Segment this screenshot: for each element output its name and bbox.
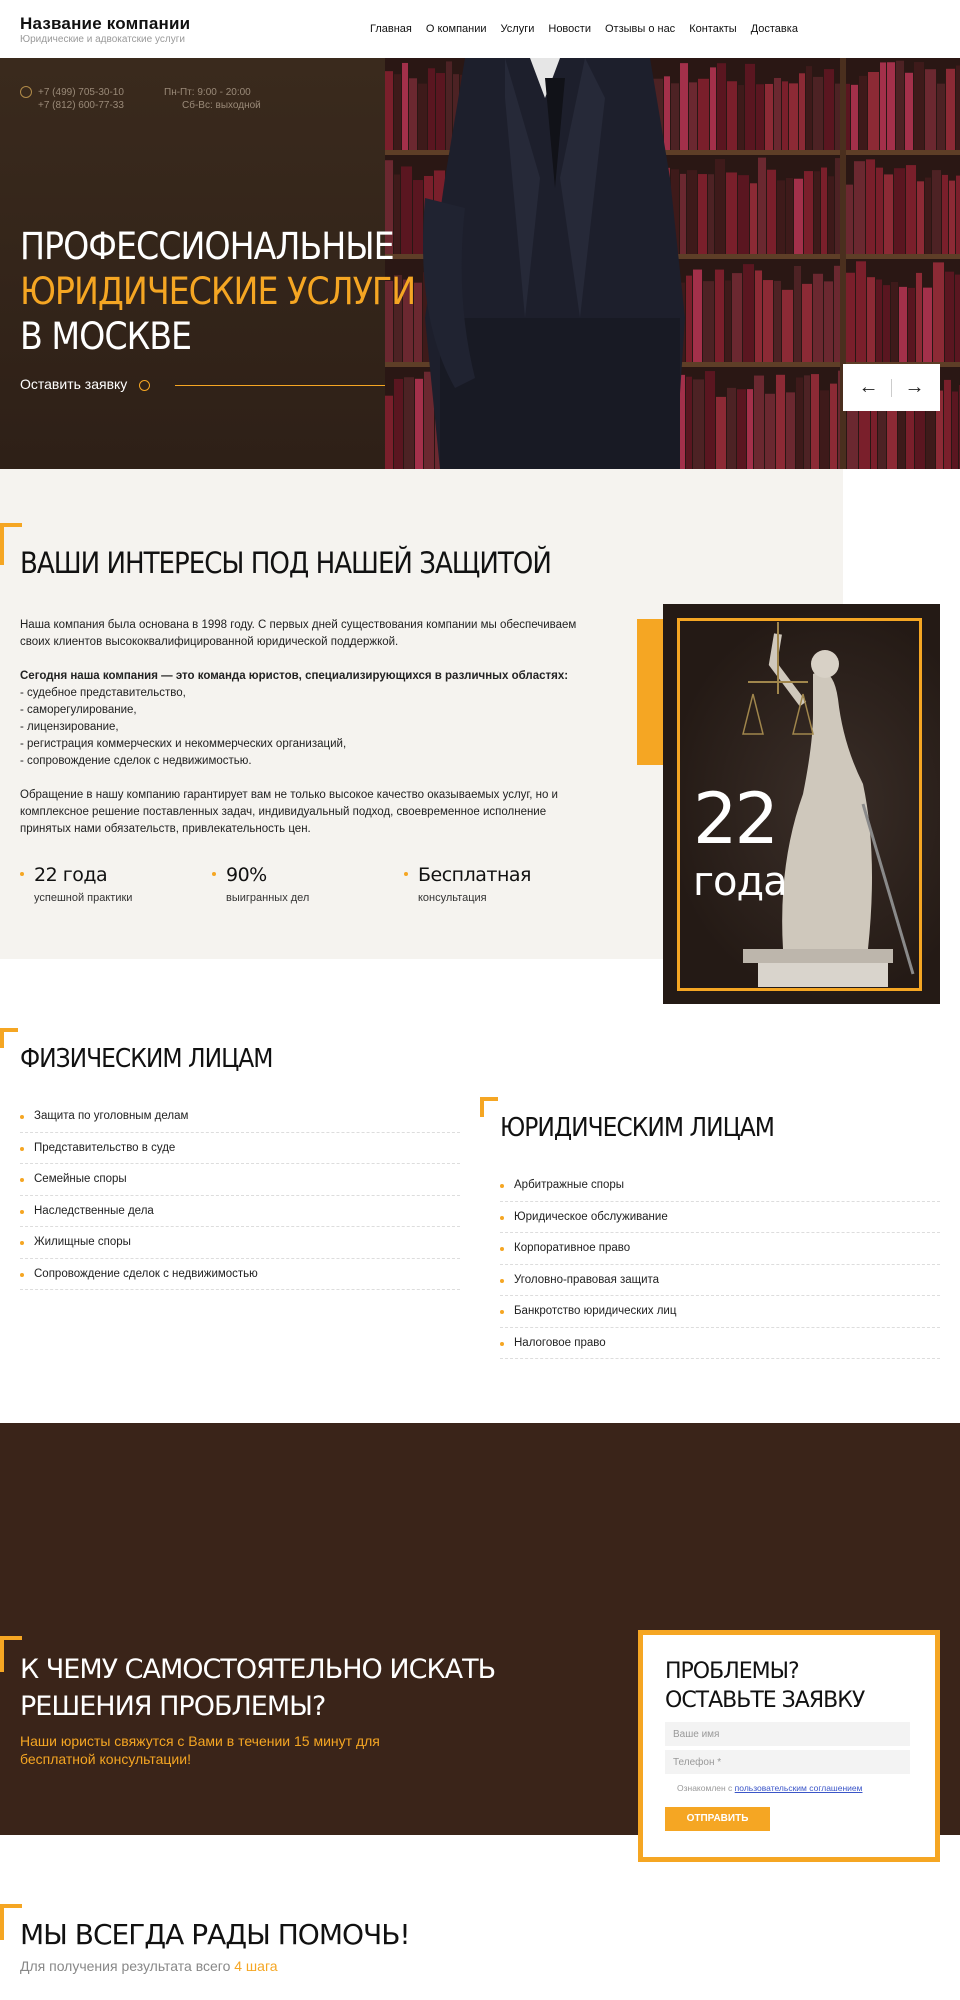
- bracket-decoration: [0, 1636, 22, 1672]
- list-item: - сопровождение сделок с недвижимостью.: [20, 755, 252, 767]
- nav-item-contacts[interactable]: Контакты: [689, 23, 737, 35]
- about-title: ВАШИ ИНТЕРЕСЫ ПОД НАШЕЙ ЗАЩИТОЙ: [20, 546, 551, 580]
- slider-next-button[interactable]: →: [904, 376, 925, 398]
- nav-item-reviews[interactable]: Отзывы о нас: [604, 23, 676, 35]
- about-paragraph-2-bold: Сегодня наша компания — это команда юристов, специализирующихся в различных областях:: [20, 670, 569, 682]
- list-item[interactable]: Уголовно-правовая защита: [500, 1265, 940, 1297]
- cta-title-line2: РЕШЕНИЯ ПРОБЛЕМЫ?: [20, 1691, 326, 1722]
- phone-icon: [20, 86, 32, 98]
- bracket-decoration: [0, 523, 22, 565]
- hero-working-hours: [164, 86, 261, 112]
- list-item: - судебное представительство,: [20, 687, 186, 699]
- company-tagline: Юридические и адвокатские услуги: [20, 34, 185, 45]
- slider-controls: [843, 364, 940, 411]
- list-item: - регистрация коммерческих и некоммерческих организаций,: [20, 738, 347, 750]
- hours-weekend: Сб-Вс: выходной: [182, 100, 261, 111]
- about-paragraph-1: Наша компания была основана в 1998 году. С первых дней существования компании мы обеспечиваем своих клиентов высококвалифицированной юридической поддержкой.: [20, 619, 577, 648]
- list-item[interactable]: Семейные споры: [20, 1164, 460, 1196]
- nav-item-about[interactable]: О компании: [425, 23, 487, 35]
- list-item: - саморегулирование,: [20, 704, 137, 716]
- individuals-services-list: [20, 1101, 460, 1290]
- stat-label: успешной практики: [34, 892, 133, 904]
- phone-secondary[interactable]: +7 (812) 600-77-33: [38, 100, 124, 111]
- list-item[interactable]: Сопровождение сделок с недвижимостью: [20, 1259, 460, 1291]
- individuals-title: ФИЗИЧЕСКИМ ЛИЦАМ: [20, 1044, 273, 1074]
- list-item[interactable]: Юридическое обслуживание: [500, 1202, 940, 1234]
- themis-statue-image: [663, 604, 940, 1004]
- bullet-icon: [404, 872, 408, 876]
- hero-divider-line: [175, 385, 385, 386]
- submit-button[interactable]: ОТПРАВИТЬ: [665, 1807, 770, 1831]
- about-paragraph-3: Обращение в нашу компанию гарантирует вам не только высокое качество оказываемых услуг, но и комплексное решение поставленных задач, индивидуальный подход, своевременное исполнение принятых нами обязательств, привлекательность цен.: [20, 789, 558, 835]
- accent-block: [637, 619, 665, 765]
- about-text: [20, 617, 600, 855]
- stat-value: 90%: [226, 864, 267, 886]
- image-years-label: года: [693, 859, 787, 905]
- list-item[interactable]: Налоговое право: [500, 1328, 940, 1360]
- list-item[interactable]: Представительство в суде: [20, 1133, 460, 1165]
- help-subtitle-accent: 4 шага: [234, 1958, 278, 1974]
- request-link-label: Оставить заявку: [20, 376, 128, 392]
- hero-phones: [20, 86, 124, 112]
- list-item[interactable]: Банкротство юридических лиц: [500, 1296, 940, 1328]
- bullet-icon: [20, 872, 24, 876]
- form-title-line2: ОСТАВЬТЕ ЗАЯВКУ: [665, 1688, 865, 1713]
- nav-item-services[interactable]: Услуги: [500, 23, 535, 35]
- stat-value: 22 года: [34, 864, 108, 886]
- bracket-decoration: [0, 1028, 18, 1048]
- form-title-line1: ПРОБЛЕМЫ?: [665, 1659, 799, 1684]
- help-subtitle: [20, 1958, 278, 1974]
- list-item[interactable]: Арбитражные споры: [500, 1170, 940, 1202]
- arrow-circle-icon: [139, 380, 150, 391]
- list-item: - лицензирование,: [20, 721, 119, 733]
- companies-services-list: [500, 1170, 940, 1359]
- list-item[interactable]: Жилищные споры: [20, 1227, 460, 1259]
- stat-value: Бесплатная: [418, 864, 531, 886]
- hero-banner: [0, 58, 960, 469]
- help-subtitle-prefix: Для получения результата всего: [20, 1958, 235, 1974]
- list-item[interactable]: Корпоративное право: [500, 1233, 940, 1265]
- list-item[interactable]: Защита по уголовным делам: [20, 1101, 460, 1133]
- phone-primary[interactable]: +7 (499) 705-30-10: [38, 87, 124, 98]
- hero-title-line1: ПРОФЕССИОНАЛЬНЫЕ: [20, 225, 394, 268]
- companies-title: ЮРИДИЧЕСКИМ ЛИЦАМ: [500, 1113, 774, 1143]
- help-title: МЫ ВСЕГДА РАДЫ ПОМОЧЬ!: [20, 1918, 410, 1951]
- request-form: [638, 1630, 940, 1862]
- form-title: [665, 1657, 864, 1715]
- hours-weekdays: Пн-Пт: 9:00 - 20:00: [164, 87, 251, 98]
- agreement-link[interactable]: пользовательским соглашением: [734, 1783, 863, 1793]
- agreement-prefix: Ознакомлен с: [677, 1783, 735, 1793]
- company-name[interactable]: Название компании: [20, 14, 191, 33]
- bracket-decoration: [0, 1904, 22, 1940]
- image-years-number: 22: [693, 778, 777, 860]
- bracket-decoration: [480, 1097, 498, 1117]
- nav-item-news[interactable]: Новости: [548, 23, 591, 35]
- cta-title: [20, 1651, 495, 1725]
- request-link[interactable]: [20, 376, 150, 392]
- list-item[interactable]: Наследственные дела: [20, 1196, 460, 1228]
- hero-title: [20, 224, 415, 359]
- slider-prev-button[interactable]: ←: [858, 376, 879, 398]
- cta-title-line1: К ЧЕМУ САМОСТОЯТЕЛЬНО ИСКАТЬ: [20, 1654, 496, 1685]
- hero-title-line3: В МОСКВЕ: [20, 315, 192, 358]
- bullet-icon: [212, 872, 216, 876]
- about-paragraph-2: [20, 668, 600, 770]
- name-input[interactable]: [665, 1722, 910, 1746]
- nav-item-delivery[interactable]: Доставка: [750, 23, 798, 35]
- nav-item-home[interactable]: Главная: [370, 23, 412, 35]
- stat-label: консультация: [418, 892, 487, 904]
- cta-subtitle: Наши юристы свяжутся с Вами в течении 15 минут для бесплатной консультации!: [20, 1733, 380, 1767]
- stat-label: выигранных дел: [226, 892, 310, 904]
- phone-input[interactable]: [665, 1750, 910, 1774]
- hero-title-line2: ЮРИДИЧЕСКИЕ УСЛУГИ: [20, 270, 416, 313]
- site-header: [0, 0, 960, 58]
- agreement-text: [677, 1783, 862, 1793]
- main-nav: [370, 23, 798, 35]
